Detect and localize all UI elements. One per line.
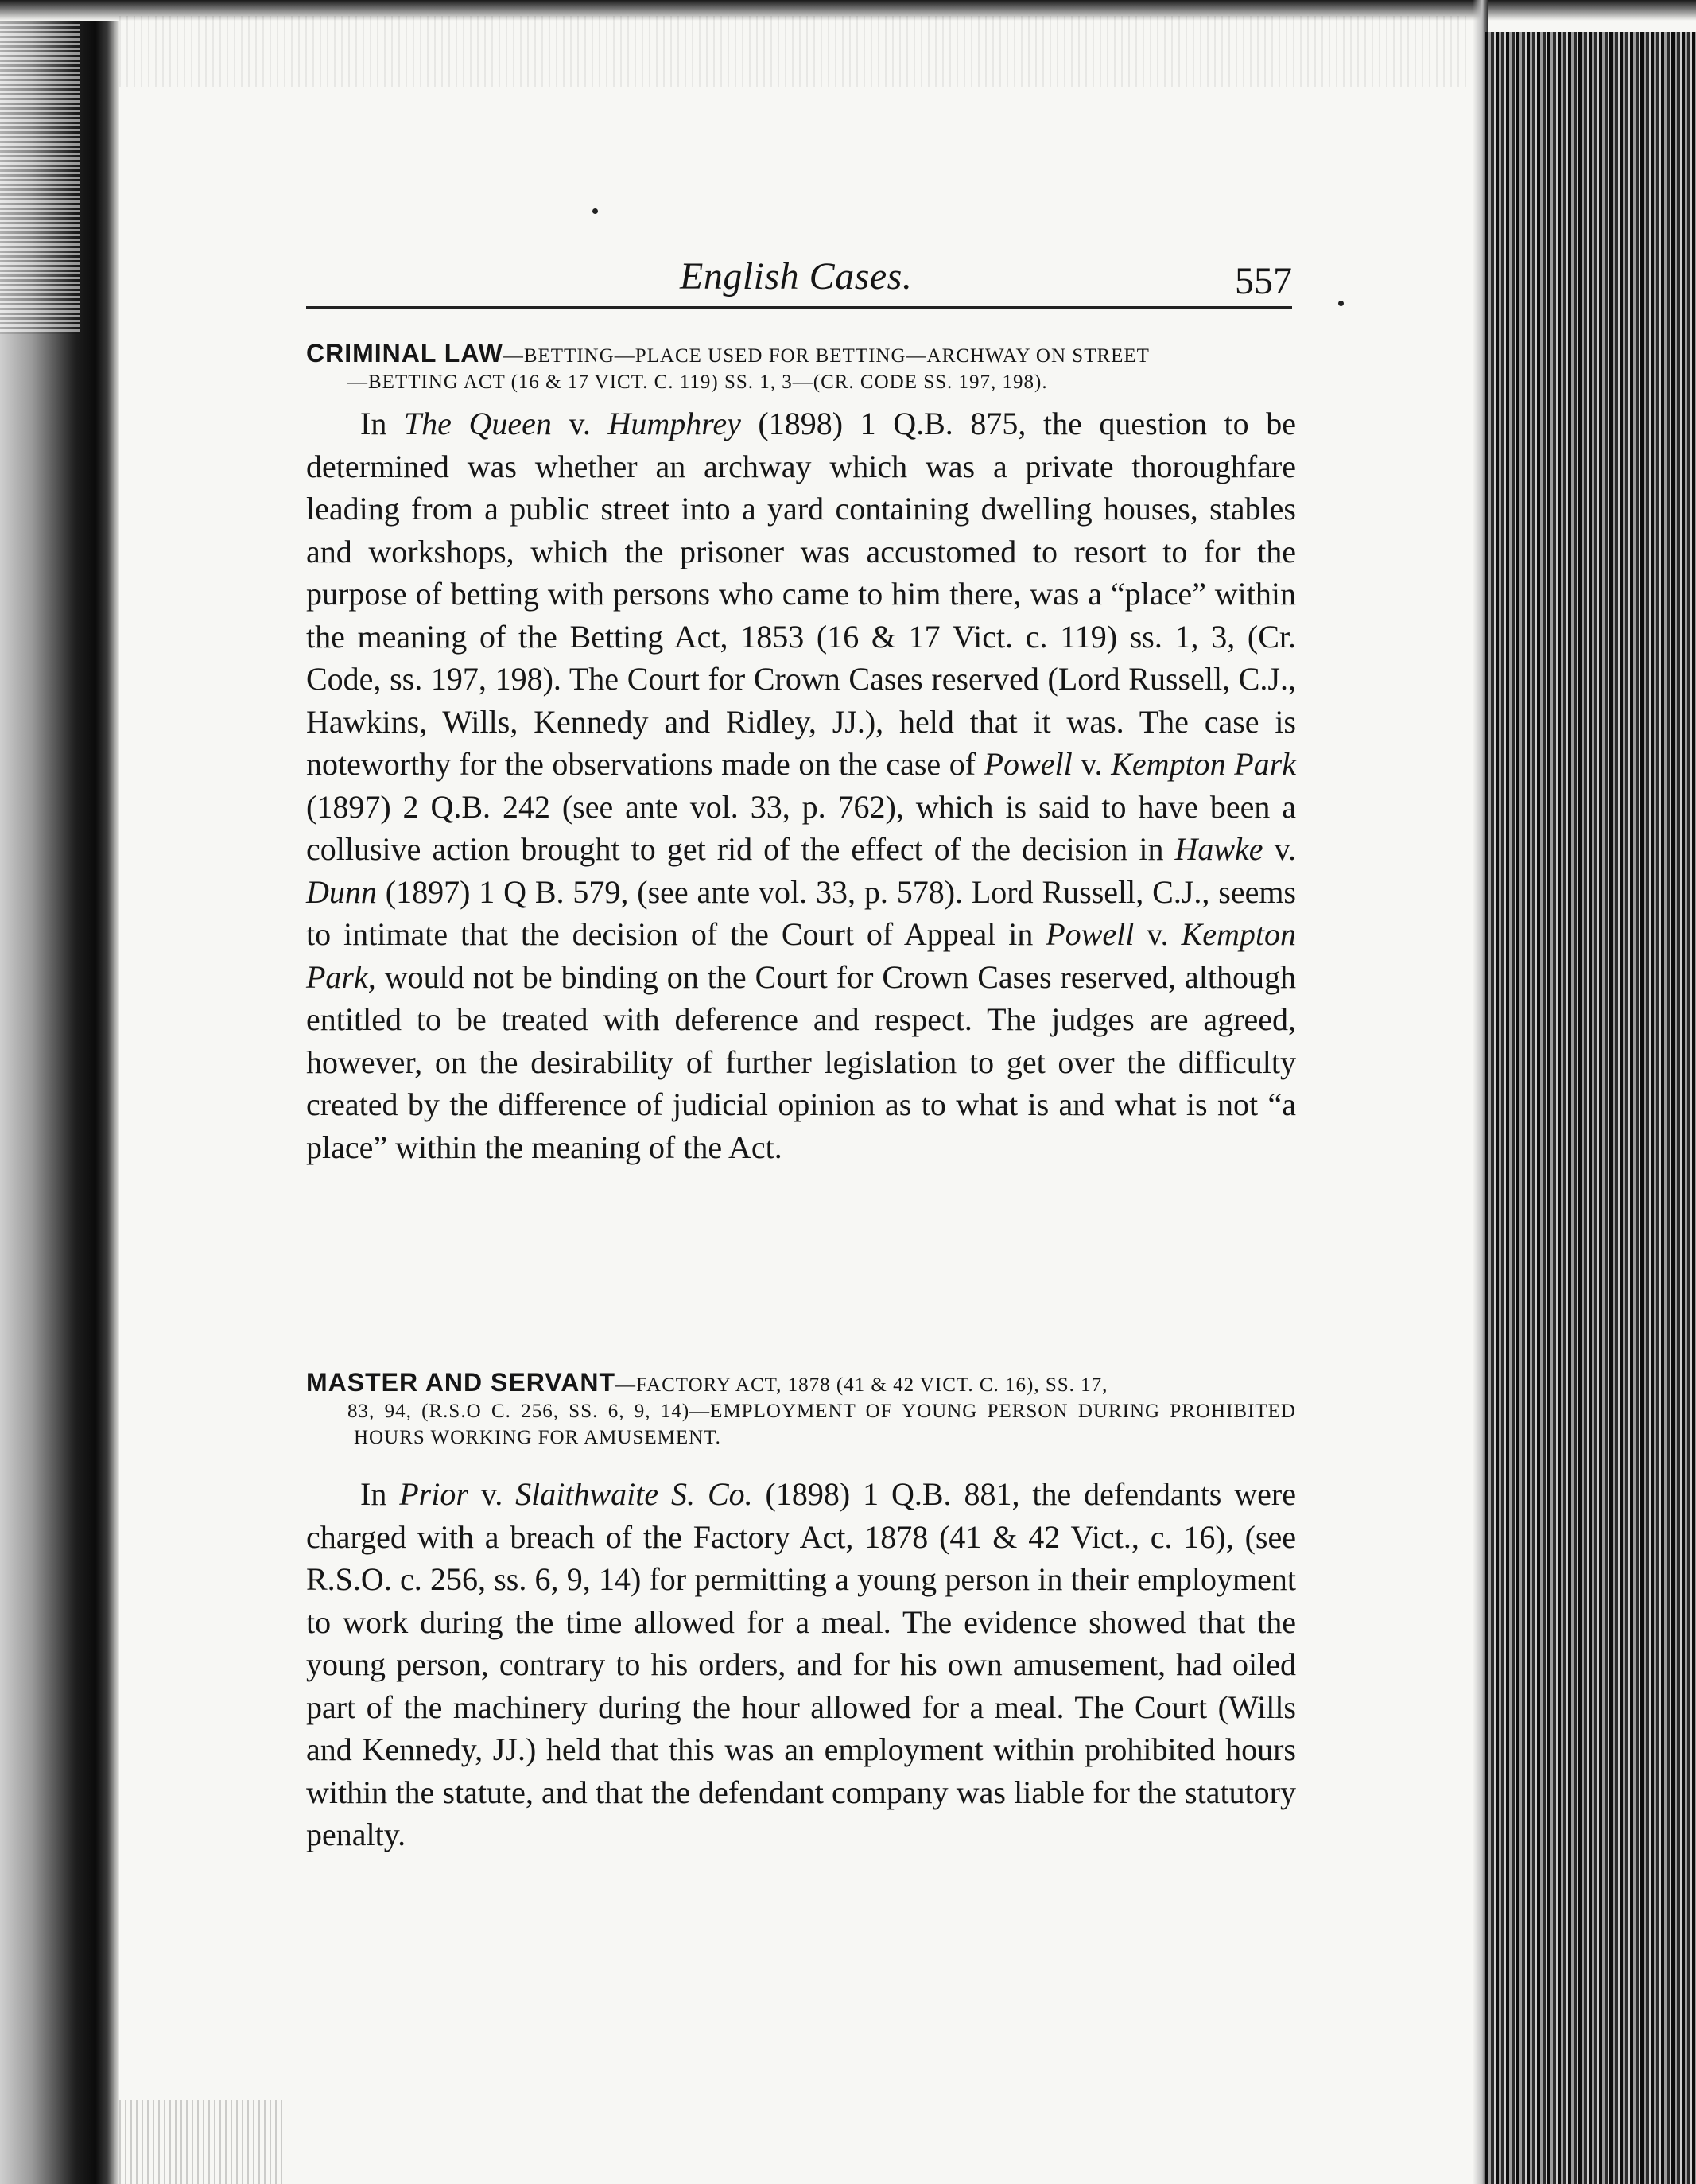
running-title: English Cases. <box>680 255 913 297</box>
scan-speck <box>592 208 598 214</box>
text-run: v. <box>468 1476 516 1512</box>
text-run: would not be binding on the Court for Crown Cases reserved, although entitled to be treated with deference and respect. The judges are agreed, however, on the desirability of further legislation to get over the difficulty created by the difference of judicial opinion as to what is and what is not “a place” within the meaning of the Act. <box>306 958 1296 1165</box>
scan-left-speckle <box>0 0 80 334</box>
case-party: Hawke <box>1174 831 1263 867</box>
section-heading-label: CRIMINAL LAW <box>306 339 503 367</box>
text-run: v. <box>1134 916 1182 952</box>
text-run: v. <box>1263 831 1296 867</box>
section-heading-text: —FACTORY ACT, 1878 (41 & 42 VICT. C. 16), SS. 17, <box>615 1374 1108 1396</box>
section-heading-continuation: 83, 94, (R.S.O C. 256, SS. 6, 9, 14)—EMPLOYMENT OF YOUNG PERSON DURING PROHIBITED HOURS WORKING FOR AMUSEMENT. <box>347 1401 1296 1448</box>
scan-top-noise <box>119 16 1471 87</box>
text-run: In <box>360 406 404 441</box>
case-paragraph <box>306 402 1296 1168</box>
text-run: In <box>360 1476 400 1512</box>
case-party: Prior <box>399 1476 468 1512</box>
case-party: Powell <box>1046 916 1135 952</box>
case-party: Slaithwaite S. Co. <box>515 1476 753 1512</box>
text-run: (1897) 1 Q B. 579, (see ante vol. 33, p. 578). Lord Russell, C.J., seems to intimate that the decision of the Court of Appeal in <box>306 873 1296 952</box>
section-heading-text: —BETTING—PLACE USED FOR BETTING—ARCHWAY ON STREET <box>503 345 1150 367</box>
text-run: (1897) 2 Q.B. 242 (see ante vol. 33, p. 762), which is said to have been a collusive action brought to get rid of the effect of the decision in <box>306 788 1296 867</box>
text-run: (1898) 1 Q.B. 881, the defendants were charged with a breach of the Factory Act, 1878 (41 & 42 Vict., c. 16), (see R.S.O. c. 256, ss. 6, 9, 14) for permitting a young person in their employment to work during the time allowed for a meal. The evidence showed that the young person, contrary to his orders, and for his own amusement, had oiled part of the machinery during the hour allowed for a meal. The Court (Wills and Kennedy, JJ.) held that this was an employment within prohibited hours within the statute, and that the defendant company was liable for the statutory penalty. <box>306 1476 1296 1852</box>
scan-bottom-noise <box>119 2100 286 2184</box>
section-heading <box>306 1370 1296 1451</box>
scan-right-margin <box>1485 32 1696 2184</box>
case-party: Powell <box>984 746 1073 782</box>
case-party: Humphrey <box>607 406 741 441</box>
running-header <box>306 255 1292 302</box>
case-party: The Queen <box>403 406 552 441</box>
section-heading-continuation: —BETTING ACT (16 & 17 VICT. C. 119) SS. 1, 3—(CR. CODE SS. 197, 198). <box>347 371 1048 393</box>
case-party: Kempton Park <box>1111 746 1297 782</box>
case-party: Kempton Park, <box>306 916 1296 995</box>
page-number: 557 <box>1235 260 1292 302</box>
section-heading <box>306 340 1296 395</box>
text-run: v. <box>1072 746 1112 782</box>
text-run: v. <box>551 406 608 441</box>
case-paragraph <box>306 1473 1296 1856</box>
case-party: Dunn <box>306 873 377 910</box>
section-heading-label: MASTER AND SERVANT <box>306 1368 615 1397</box>
scan-speck <box>1338 301 1344 306</box>
header-rule <box>306 306 1292 309</box>
text-run: (1898) 1 Q.B. 875, the question to be determined was whether an archway which was a private thoroughfare leading from a public street into a yard containing dwelling houses, stables and workshops, which the prisoner was accustomed to resort to for the purpose of betting with persons who came to him there, was a “place” within the meaning of the Betting Act, 1853 (16 & 17 Vict. c. 119) ss. 1, 3, (Cr. Code, ss. 197, 198). The Court for Crown Cases reserved (Lord Russell, C.J., Hawkins, Wills, Kennedy and Ridley, JJ.), held that it was. The case is noteworthy for the observations made on the case of <box>306 406 1296 782</box>
